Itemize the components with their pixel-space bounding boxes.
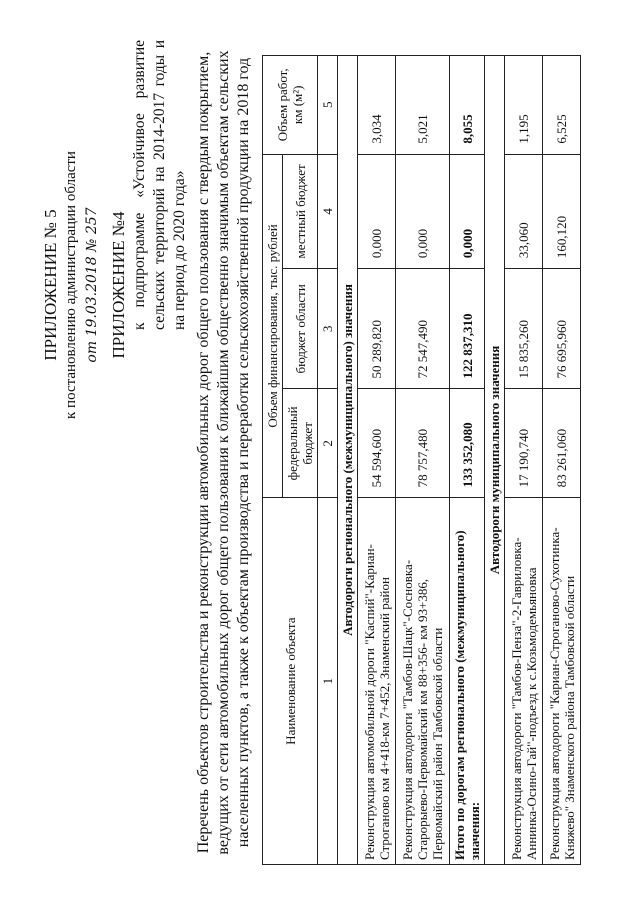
total-row xyxy=(450,56,485,865)
subappendix-text: к подпрограмме «Устойчивое развитие сельских территорий на 2014-2017 годы и на период до 2020 года» xyxy=(131,40,188,330)
subappendix-title: ПРИЛОЖЕНИЕ №4 xyxy=(109,211,128,359)
header-federal: федеральный бюджет xyxy=(283,389,318,498)
total-regional: 122 837,310 xyxy=(450,269,485,389)
regional-value: 15 835,260 xyxy=(505,269,543,389)
col-number: 2 xyxy=(318,389,338,498)
col-number: 4 xyxy=(318,154,338,269)
total-volume: 8,055 xyxy=(450,56,485,155)
total-label: Итого по дорогам регионального (межмуниципального) значения: xyxy=(450,498,485,865)
appendix-header xyxy=(40,75,103,495)
col-number: 1 xyxy=(318,498,338,865)
regional-value: 72 547,490 xyxy=(396,269,450,389)
volume-value: 1,195 xyxy=(505,56,543,155)
table-row xyxy=(396,56,450,865)
federal-value: 54 594,600 xyxy=(358,389,396,498)
total-federal: 133 352,080 xyxy=(450,389,485,498)
header-regional: бюджет области xyxy=(283,269,318,389)
funding-table xyxy=(262,55,581,865)
column-number-row xyxy=(318,56,338,865)
regional-value: 76 695,960 xyxy=(543,269,581,389)
section-regional-title: Автодороги регионального (межмуниципального) значения xyxy=(338,56,358,865)
local-value: 0,000 xyxy=(358,154,396,269)
volume-value: 6,525 xyxy=(543,56,581,155)
total-local: 0,000 xyxy=(450,154,485,269)
header-row-1 xyxy=(263,56,283,865)
volume-value: 3,034 xyxy=(358,56,396,155)
section-row xyxy=(338,56,358,865)
col-number: 5 xyxy=(318,56,338,155)
object-name: Реконструкция автодороги "Тамбов-Пенза"-2-Гавриловка-Аннинка-Осино-Гай"-подъезд к с.Козьмодемьяновка xyxy=(505,498,543,865)
federal-value: 78 757,480 xyxy=(396,389,450,498)
header-name: Наименование объекта xyxy=(263,498,318,865)
table-row xyxy=(543,56,581,865)
local-value: 0,000 xyxy=(396,154,450,269)
section-row xyxy=(485,56,505,865)
local-value: 33,060 xyxy=(505,154,543,269)
local-value: 160,120 xyxy=(543,154,581,269)
appendix-title: ПРИЛОЖЕНИЕ № 5 xyxy=(41,209,60,361)
header-funding: Объем финансирования, тыс. рублей xyxy=(263,154,283,498)
header-volume: Объем работ, км (м²) xyxy=(263,56,318,155)
document-title: Перечень объектов строительства и реконструкции автомобильных дорог общего пользования с твердым покрытием, ведущих от сети автомобильных дорог общего пользования к ближайшим общественно значимым объектам сельских населенных пунктов, а также к объектам производства и переработки сельскохозяйственной продукции на 2018 год xyxy=(195,50,252,855)
federal-value: 17 190,740 xyxy=(505,389,543,498)
section-municipal-title: Автодороги муниципального значения xyxy=(485,56,505,865)
object-name: Реконструкция автодороги "Тамбов-Шацк"-Сосновка-Старорыево-Первомайский км 88+356- км 93+386, Первомайский район Тамбовской области xyxy=(396,498,450,865)
col-number: 3 xyxy=(318,269,338,389)
appendix-signature: от 19.03.2018 № 257 xyxy=(84,207,100,363)
regional-value: 50 289,820 xyxy=(358,269,396,389)
object-name: Реконструкция автомобильной дороги "Каспий"-Кариан-Строганово км 4+418-км 7+452, Знаменский район xyxy=(358,498,396,865)
volume-value: 5,021 xyxy=(396,56,450,155)
appendix-decree: к постановлению администрации области xyxy=(63,151,79,419)
federal-value: 83 261,060 xyxy=(543,389,581,498)
table-row xyxy=(358,56,396,865)
table-row xyxy=(505,56,543,865)
object-name: Реконструкция автодороги "Кариан-Строганово-Сухотинка-Княжево" Знаменского района Тамбовской области xyxy=(543,498,581,865)
header-local: местный бюджет xyxy=(283,154,318,269)
